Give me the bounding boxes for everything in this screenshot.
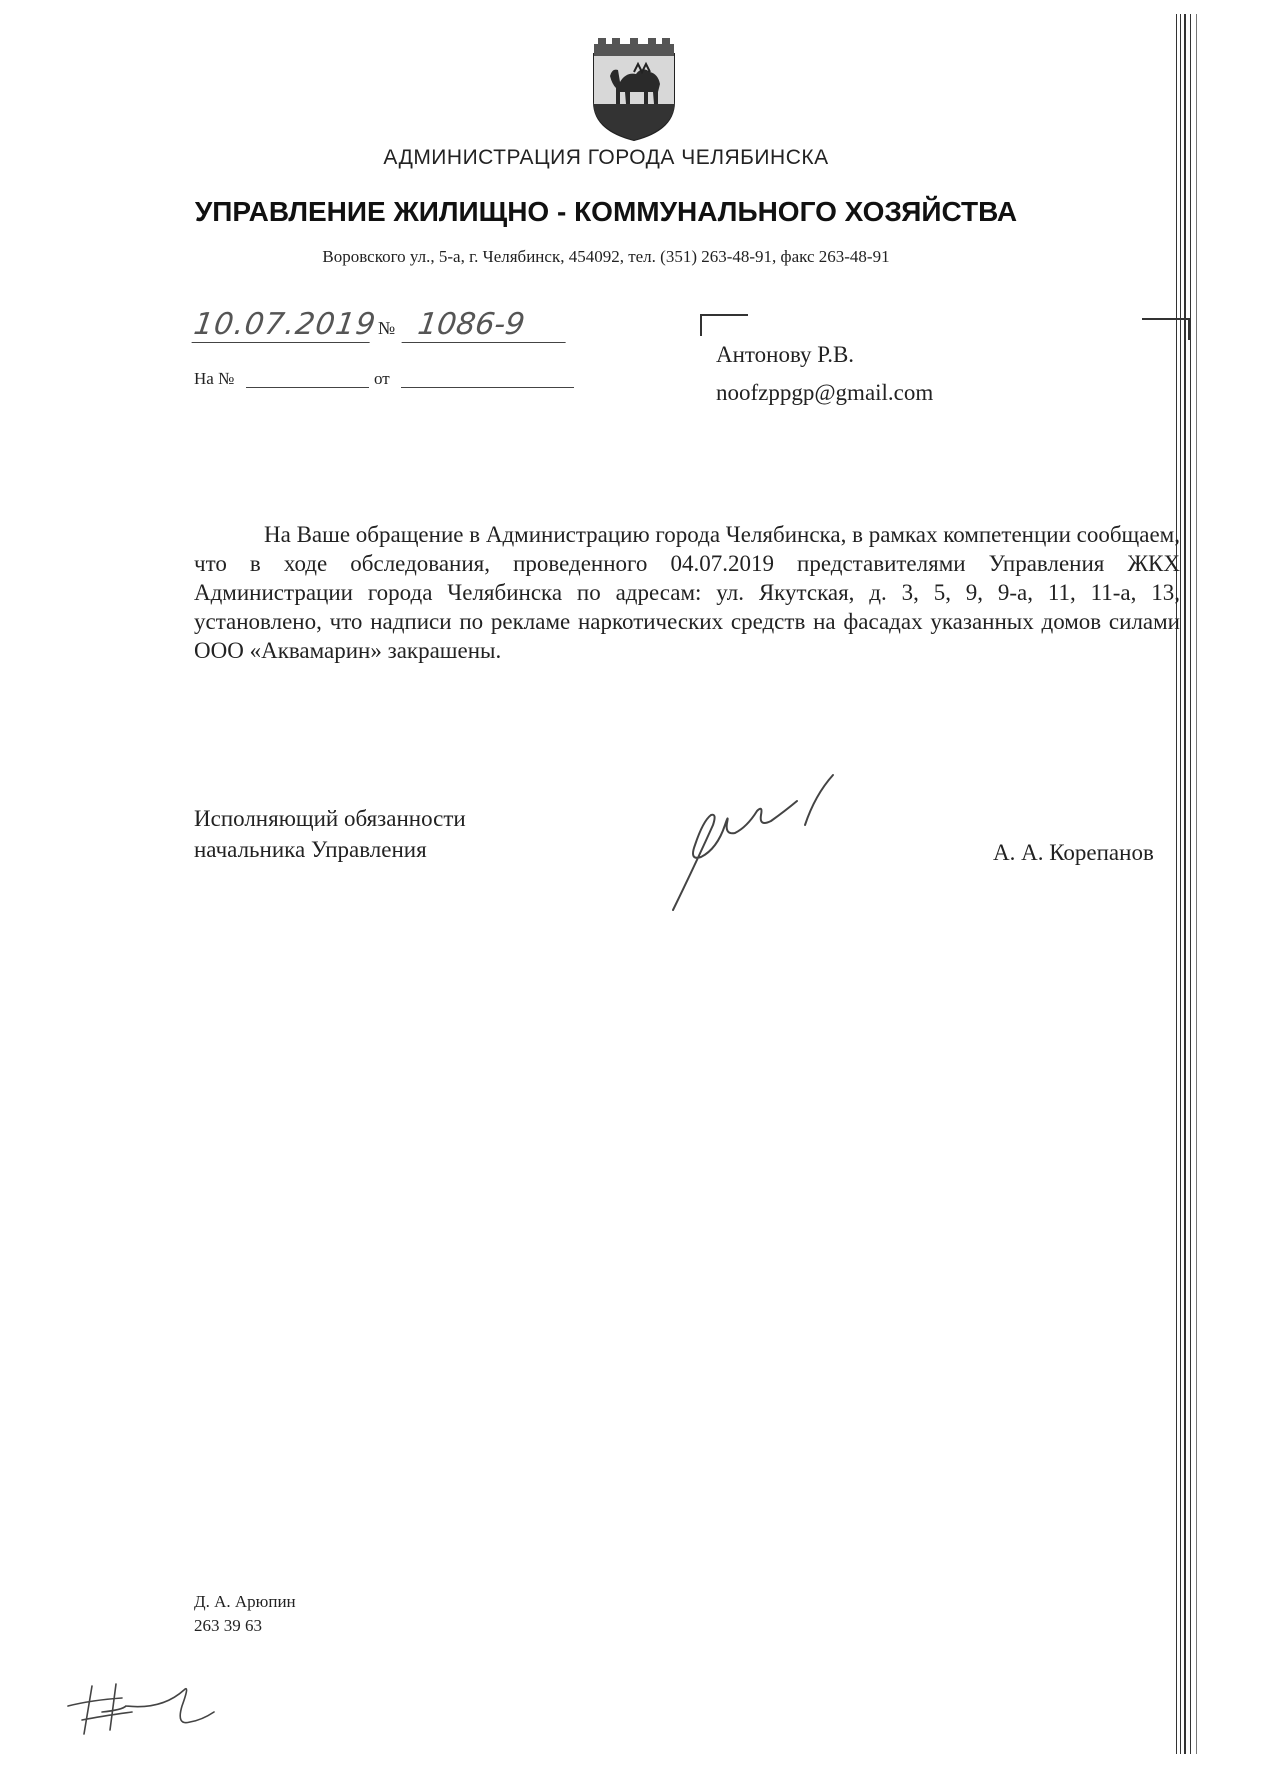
from-date-blank <box>401 387 574 388</box>
scan-edge-line <box>1176 14 1177 1754</box>
recipient-block <box>716 336 933 412</box>
reply-to-blank <box>246 387 369 388</box>
incoming-reference <box>194 365 594 395</box>
scan-edge-line <box>1190 14 1191 1754</box>
letter-body <box>194 520 1180 665</box>
from-label: от <box>374 369 390 388</box>
department-title: УПРАВЛЕНИЕ ЖИЛИЩНО - КОММУНАЛЬНОГО ХОЗЯЙСТВА <box>194 196 1018 227</box>
outgoing-number: 1086-9 <box>402 308 571 343</box>
executor-name: Д. А. Арюпин <box>194 1592 296 1611</box>
outgoing-date: 10.07.2019 <box>191 307 379 342</box>
signatory-position <box>194 803 466 865</box>
scan-edge-line <box>1184 14 1186 1754</box>
handwritten-signature <box>665 765 835 915</box>
address-corner-mark <box>700 314 748 336</box>
recipient-email: noofzppgp@gmail.com <box>716 380 934 405</box>
executor-block <box>194 1590 296 1638</box>
address-corner-mark <box>1142 318 1190 340</box>
department-address: Воровского ул., 5-а, г. Челябинск, 454092, тел. (351) 263-48-91, факс 263-48-91 <box>322 247 890 266</box>
body-paragraph: На Ваше обращение в Администрацию города Челябинска, в рамках компетенции сообщаем, что в ходе обследования, проведенного 04.07.2019 представителями Управления ЖКХ Администрации города Челябинска по адресам: ул. Якутская, д. 3, 5, 9, 9-а, 11, 11-а, 13, установлено, что надписи по рекламе наркотических средств на фасадах указанных домов силами ООО «Аквамарин» закрашены. <box>194 522 1180 663</box>
reply-to-label: На № <box>194 369 235 388</box>
scan-edge-line <box>1180 14 1181 1754</box>
executor-phone: 263 39 63 <box>194 1616 262 1635</box>
handwritten-initials <box>62 1676 232 1736</box>
outgoing-reference <box>191 307 574 344</box>
administration-title: АДМИНИСТРАЦИЯ ГОРОДА ЧЕЛЯБИНСКА <box>383 146 829 169</box>
signatory-position-line: начальника Управления <box>194 837 427 862</box>
signatory-position-line: Исполняющий обязанности <box>194 806 466 831</box>
scan-edge-line <box>1196 14 1197 1754</box>
number-label: № <box>378 318 396 338</box>
recipient-name: Антонову Р.В. <box>716 342 855 367</box>
coat-of-arms-icon <box>590 32 678 142</box>
signatory-name: А. А. Корепанов <box>993 840 1154 865</box>
